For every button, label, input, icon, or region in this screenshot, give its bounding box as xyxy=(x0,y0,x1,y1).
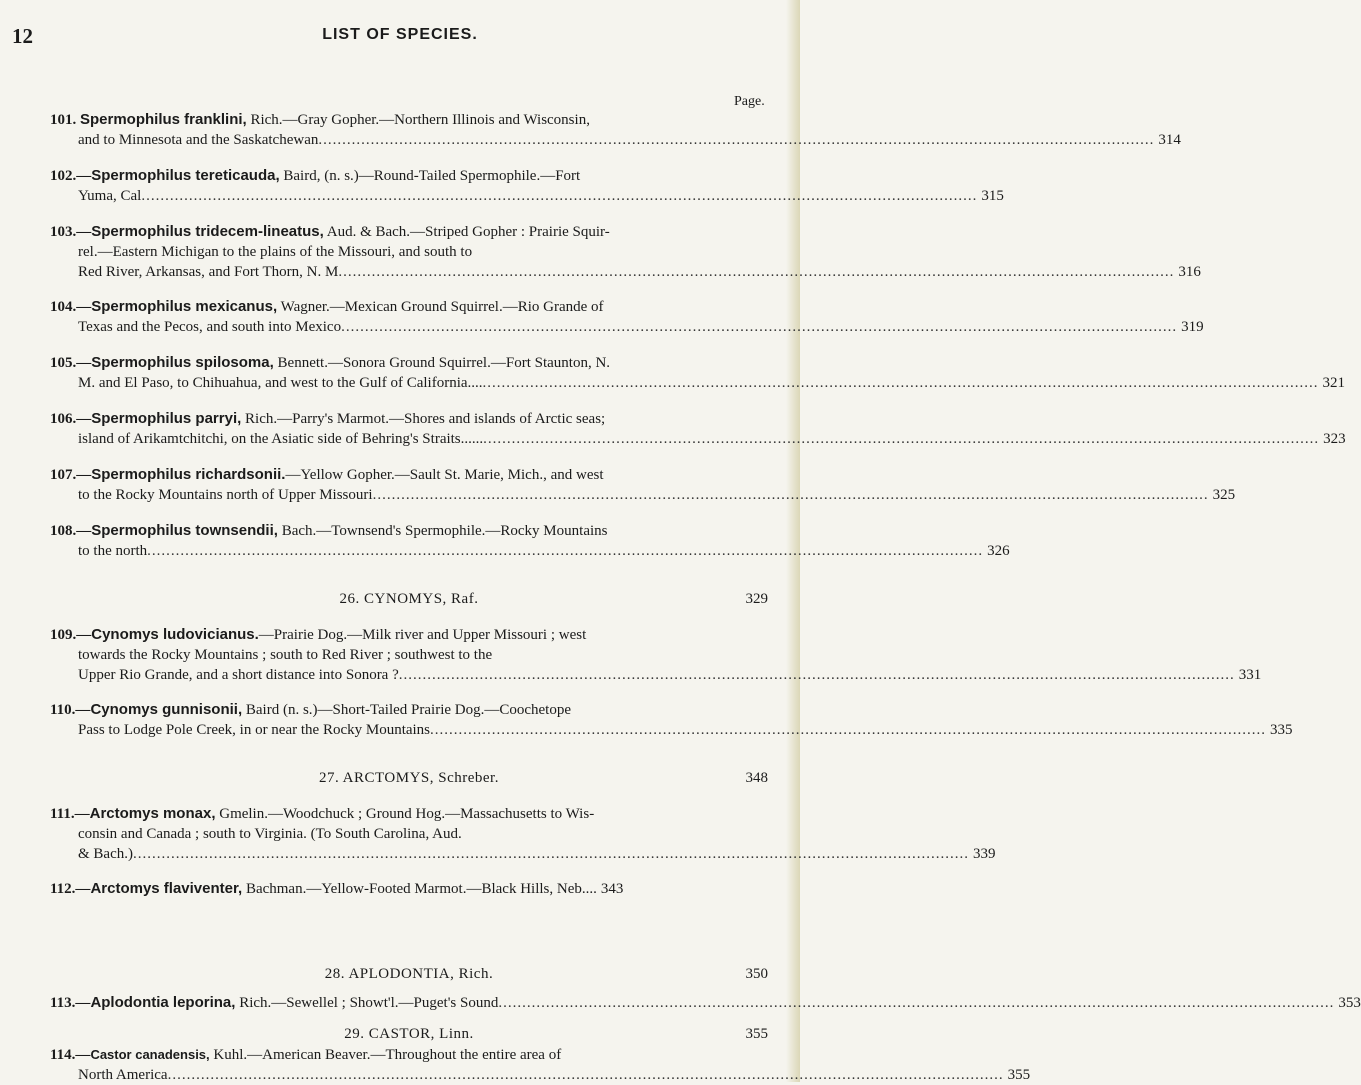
entry-line xyxy=(50,373,1346,393)
genus-title: 27. ARCTOMYS, Schreber. xyxy=(319,770,499,786)
species-name: Arctomys monax, xyxy=(89,805,216,822)
entry-text: Rich.—Gray Gopher.—Northern Illinois and Wisconsin, xyxy=(246,112,590,128)
dot-leader xyxy=(133,846,969,862)
entry-text: Gmelin.—Woodchuck ; Ground Hog.—Massachusetts to Wis- xyxy=(215,806,595,822)
dot-leader xyxy=(341,319,1177,335)
entry-text: Rich.—Sewellel ; Showt'l.—Puget's Sound xyxy=(235,995,499,1011)
entry-line xyxy=(50,429,1346,449)
species-name: Castor canadensis, xyxy=(90,1047,210,1062)
species-name: Spermophilus franklini, xyxy=(80,111,247,128)
entry-line xyxy=(50,625,768,645)
species-name: Spermophilus tridecem-lineatus, xyxy=(91,223,324,240)
entry-line xyxy=(50,353,768,373)
species-entry xyxy=(50,166,1004,206)
entry-line xyxy=(50,465,768,485)
species-name: Spermophilus richardsonii. xyxy=(91,466,286,483)
species-entry xyxy=(50,222,1201,282)
entry-text: Upper Rio Grande, and a short distance into Sonora ? xyxy=(78,667,399,683)
entry-line xyxy=(50,297,768,317)
entry-page: 325 xyxy=(1212,487,1236,503)
species-entry xyxy=(50,700,1293,740)
entry-line xyxy=(50,317,1204,337)
entry-page: 315 xyxy=(981,188,1004,204)
entry-line: towards the Rocky Mountains ; south to Red River ; southwest to the xyxy=(78,647,493,663)
entry-line xyxy=(50,521,768,541)
entry-line xyxy=(50,541,1010,561)
entry-number: 106.— xyxy=(50,411,92,427)
entry-text: Pass to Lodge Pole Creek, in or near the Rocky Mountains xyxy=(78,722,431,738)
dot-leader xyxy=(168,1067,1004,1083)
species-name: Arctomys flaviventer, xyxy=(90,880,243,897)
entry-line xyxy=(50,844,996,864)
species-entry xyxy=(50,879,768,899)
species-entry xyxy=(50,465,1236,505)
entry-number: 111.— xyxy=(50,806,90,822)
entry-number: 107.— xyxy=(50,467,92,483)
genus-title: 26. CYNOMYS, Raf. xyxy=(339,591,479,607)
entry-line xyxy=(50,1065,1031,1085)
entry-page: 339 xyxy=(972,846,996,862)
entry-text: M. and El Paso, to Chihuahua, and west to the Gulf of California.... xyxy=(78,375,483,391)
entry-text: Aud. & Bach.—Striped Gopher : Prairie Squir- xyxy=(323,224,610,240)
entry-page: 326 xyxy=(987,543,1010,559)
entry-number: 114.— xyxy=(50,1047,91,1063)
entry-text: —Prairie Dog.—Milk river and Upper Missouri ; west xyxy=(258,627,587,643)
entry-page: 335 xyxy=(1270,722,1293,738)
species-name: Spermophilus townsendii, xyxy=(91,522,278,539)
entry-line xyxy=(50,720,1293,740)
entry-text xyxy=(50,995,498,1011)
entry-number: 105.— xyxy=(50,355,92,371)
entry-text: Bach.—Townsend's Spermophile.—Rocky Mountains xyxy=(277,523,608,539)
running-title: LIST OF SPECIES. xyxy=(322,26,478,43)
entry-line xyxy=(50,130,1181,150)
entry-text: Yuma, Cal xyxy=(78,188,142,204)
entry-text: Bachman.—Yellow-Footed Marmot.—Black Hills, Neb.... xyxy=(242,881,597,897)
species-entry xyxy=(50,993,1361,1013)
entry-text: Baird (n. s.)—Short-Tailed Prairie Dog.—Coochetope xyxy=(242,702,572,718)
entry-line xyxy=(50,222,768,242)
entry-number: 103.— xyxy=(50,224,92,240)
entry-number: 101. xyxy=(50,112,77,128)
dot-leader xyxy=(147,543,983,559)
genus-page: 329 xyxy=(745,591,768,607)
entry-line xyxy=(50,409,768,429)
entry-line xyxy=(50,993,1361,1013)
entry-line xyxy=(50,262,1201,282)
species-name: Spermophilus spilosoma, xyxy=(91,354,274,371)
page-number: 12 xyxy=(12,24,33,48)
genus-title: 29. CASTOR, Linn. xyxy=(344,1026,474,1042)
entry-line xyxy=(50,804,768,824)
entry-line: rel.—Eastern Michigan to the plains of the Missouri, and south to xyxy=(78,244,473,260)
species-name: Spermophilus tereticauda, xyxy=(91,167,280,184)
entry-page: 321 xyxy=(1322,375,1346,391)
genus-title: 28. APLODONTIA, Rich. xyxy=(324,966,494,982)
entry-text: to the Rocky Mountains north of Upper Missouri xyxy=(78,487,373,503)
entry-text: Rich.—Parry's Marmot.—Shores and islands of Arctic seas; xyxy=(241,411,606,427)
dot-leader xyxy=(338,264,1174,280)
entry-line: consin and Canada ; south to Virginia. (To South Carolina, Aud. xyxy=(78,826,462,842)
entry-text: & Bach.) xyxy=(78,846,133,862)
genus-page: 348 xyxy=(745,770,768,786)
entry-number: 109.— xyxy=(50,627,92,643)
dot-leader xyxy=(373,487,1209,503)
dot-leader xyxy=(430,722,1266,738)
genus-page: 350 xyxy=(745,966,768,982)
entry-line xyxy=(50,1045,768,1065)
page-column-label: Page. xyxy=(734,94,765,109)
entry-text: and to Minnesota and the Saskatchewan xyxy=(78,132,319,148)
entry-line xyxy=(50,879,768,899)
entry-line xyxy=(50,700,768,720)
entry-page: 316 xyxy=(1178,264,1201,280)
species-entry xyxy=(50,1045,1031,1085)
entry-line xyxy=(50,186,1004,206)
entry-text: North America xyxy=(78,1067,168,1083)
entry-number: 113.— xyxy=(50,995,91,1011)
entry-page: 343 xyxy=(600,881,624,897)
entry-text: to the north xyxy=(78,543,148,559)
entry-text: Bennett.—Sonora Ground Squirrel.—Fort Staunton, N. xyxy=(273,355,611,371)
species-entry xyxy=(50,804,996,864)
species-entry xyxy=(50,521,1010,561)
dot-leader xyxy=(318,132,1154,148)
entry-page: 314 xyxy=(1158,132,1181,148)
entry-line xyxy=(50,166,768,186)
entry-line xyxy=(50,665,1262,685)
entry-number: 104.— xyxy=(50,299,92,315)
species-entry xyxy=(50,297,1204,337)
dot-leader xyxy=(498,995,1334,1011)
entry-page: 323 xyxy=(1323,431,1346,447)
entry-page: 353 xyxy=(1338,995,1361,1011)
entry-text: island of Arikamtchitchi, on the Asiatic side of Behring's Straits...... xyxy=(78,431,484,447)
entry-text: Red River, Arkansas, and Fort Thorn, N. M xyxy=(78,264,339,280)
species-entry xyxy=(50,409,1346,449)
entry-line xyxy=(50,110,768,130)
entry-number: 102.— xyxy=(50,168,92,184)
species-name: Cynomys gunnisonii, xyxy=(90,701,243,718)
entry-number: 108.— xyxy=(50,523,92,539)
running-header xyxy=(0,24,800,54)
entry-text: Texas and the Pecos, and south into Mexico xyxy=(78,319,342,335)
entry-line xyxy=(50,485,1236,505)
entry-page: 355 xyxy=(1007,1067,1031,1083)
species-name: Spermophilus mexicanus, xyxy=(91,298,278,315)
dot-leader xyxy=(141,188,977,204)
species-name: Aplodontia leporina, xyxy=(90,994,236,1011)
dot-leader xyxy=(483,431,1319,447)
entry-text: Wagner.—Mexican Ground Squirrel.—Rio Grande of xyxy=(277,299,604,315)
entry-text: Kuhl.—American Beaver.—Throughout the entire area of xyxy=(209,1047,562,1063)
genus-page: 355 xyxy=(745,1026,768,1042)
entry-number: 110.— xyxy=(50,702,91,718)
species-name: Cynomys ludovicianus. xyxy=(91,626,259,643)
species-name: Spermophilus parryi, xyxy=(91,410,242,427)
dot-leader xyxy=(483,375,1319,391)
species-entry xyxy=(50,110,1181,150)
entry-text: Baird, (n. s.)—Round-Tailed Spermophile.—Fort xyxy=(279,168,581,184)
entry-page: 319 xyxy=(1181,319,1204,335)
dot-leader xyxy=(399,667,1235,683)
entry-text xyxy=(50,881,597,897)
entry-page: 331 xyxy=(1238,667,1262,683)
entry-text: —Yellow Gopher.—Sault St. Marie, Mich., and west xyxy=(285,467,604,483)
entry-number: 112.— xyxy=(50,881,91,897)
species-entry xyxy=(50,625,1262,685)
species-entry xyxy=(50,353,1346,393)
